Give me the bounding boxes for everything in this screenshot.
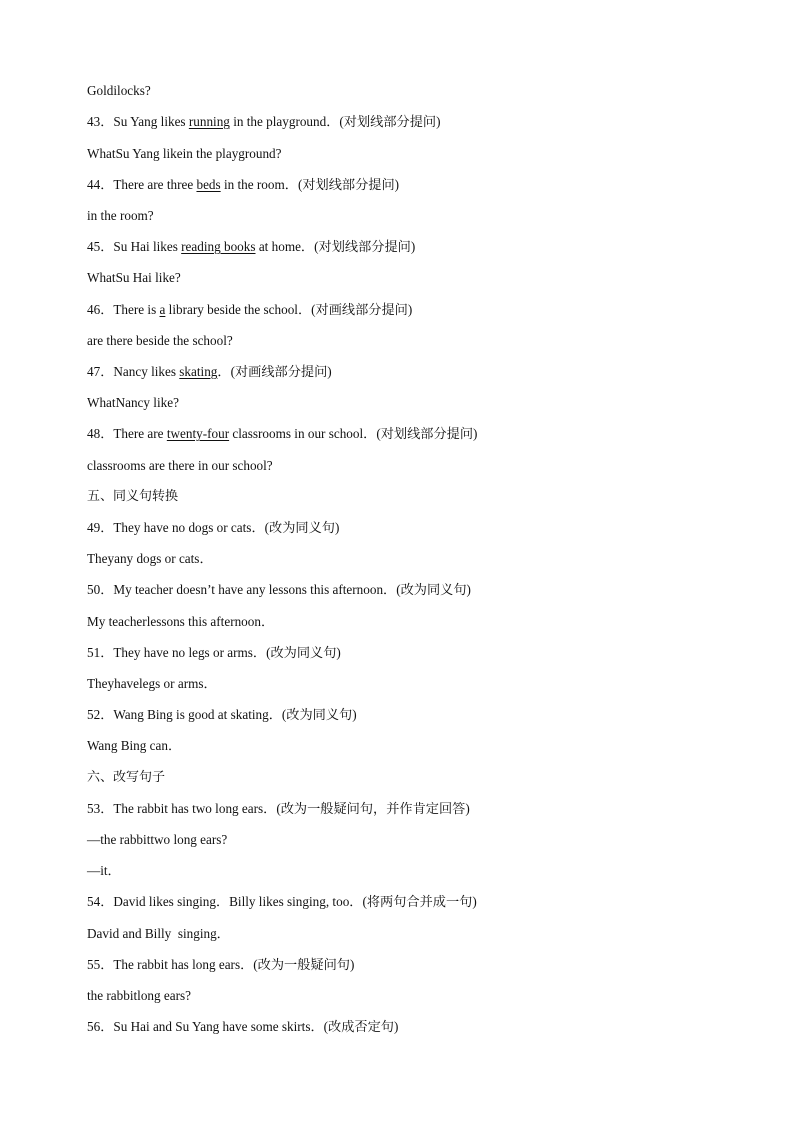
question-52: 52．Wang Bing is good at skating．(改为同义句) [87,707,357,722]
q53-answer-line: —it． [87,863,121,878]
question-44: 44．There are three beds in the room．(对划线部分提问) [87,177,400,192]
q44-answer-line: in the room? [87,208,154,223]
q46-answer-line: are there beside the school? [87,333,233,348]
q47-answer-line: WhatNancy like? [87,395,179,410]
question-45: 45．Su Hai likes reading books at home．(对划线部分提问) [87,239,416,254]
underlined-word: reading books [181,239,256,254]
underlined-word: twenty-four [166,426,230,441]
q42-answer-line: Goldilocks? [87,83,151,98]
question-56: 56．Su Hai and Su Yang have some skirts．(改成否定句) [87,1019,399,1034]
q50-answer-line: My teacherlessons this afternoon． [87,614,275,629]
underlined-word: a [159,302,166,317]
section-heading-5: 五、同义句转换 [87,489,179,504]
question-49: 49．They have no dogs or cats．(改为同义句) [87,520,340,535]
question-51: 51．They have no legs or arms．(改为同义句) [87,645,341,660]
question-54: 54．David likes singing．Billy likes singing, too．(将两句合并成一句) [87,894,477,909]
underlined-word: skating [179,364,218,379]
question-50: 50．My teacher doesn’t have any lessons this afternoon．(改为同义句) [87,582,471,597]
underlined-word: beds [196,177,221,192]
question-53: 53．The rabbit has two long ears．(改为一般疑问句，并作肯定回答) [87,801,470,816]
q55-answer-line: the rabbitlong ears? [87,988,191,1003]
q48-answer-line: classrooms are there in our school? [87,458,273,473]
q45-answer-line: WhatSu Hai like? [87,270,181,285]
q54-answer-line: David and Billy singing． [87,926,230,941]
question-47: 47．Nancy likes skating．(对画线部分提问) [87,364,332,379]
section-heading-6: 六、改写句子 [87,770,166,785]
underlined-word: running [188,114,230,129]
question-43: 43．Su Yang likes running in the playground．(对划线部分提问) [87,114,441,129]
q52-answer-line: Wang Bing can． [87,738,182,753]
question-48: 48．There are twenty-four classrooms in our school．(对划线部分提问) [87,426,478,441]
q53-question-line: —the rabbittwo long ears? [87,832,228,847]
question-55: 55．The rabbit has long ears．(改为一般疑问句) [87,957,355,972]
q43-answer-line: WhatSu Yang likein the playground? [87,146,282,161]
question-46: 46．There is a library beside the school．(对画线部分提问) [87,302,413,317]
q51-answer-line: Theyhavelegs or arms． [87,676,217,691]
q49-answer-line: Theyany dogs or cats． [87,551,213,566]
